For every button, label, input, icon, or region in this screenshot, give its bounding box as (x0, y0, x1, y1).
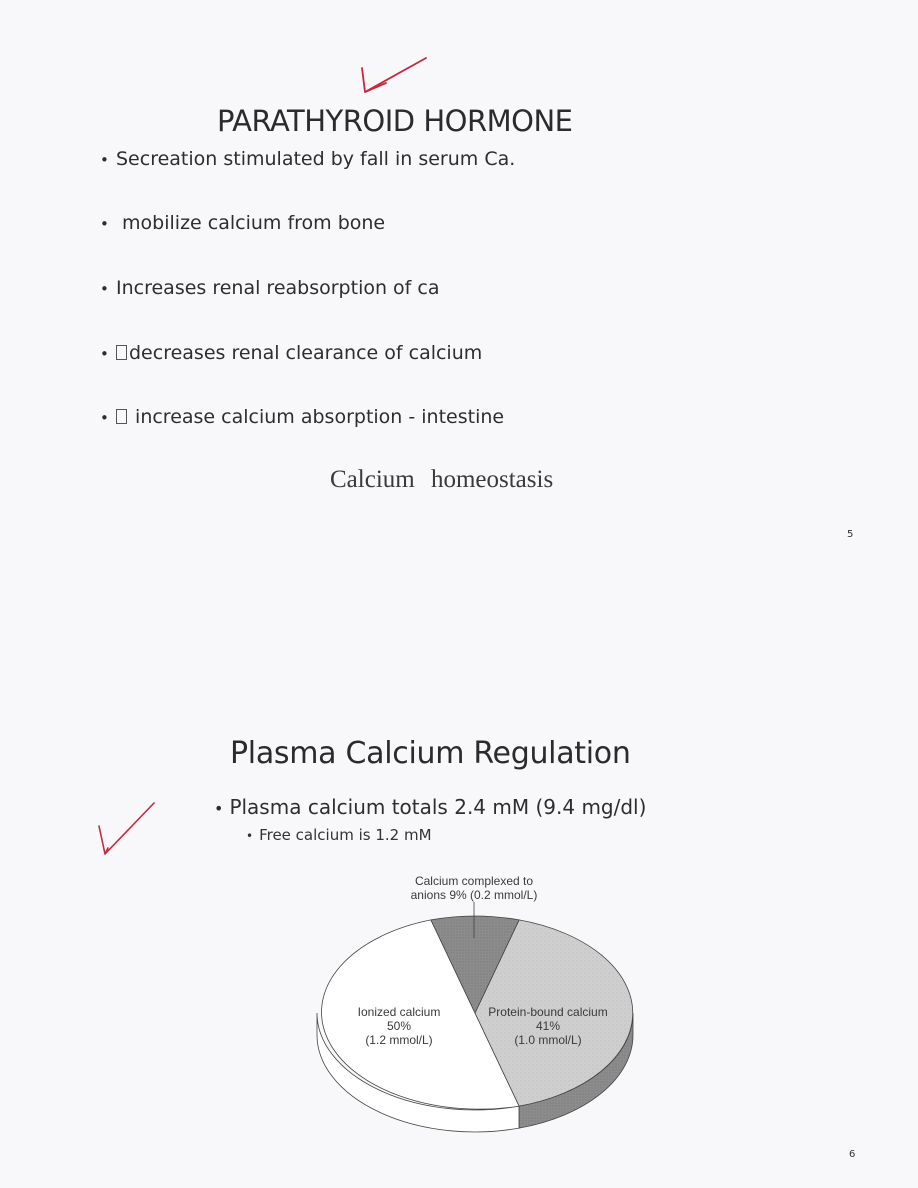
pie-label-protein-line2: 41% (535, 1019, 561, 1033)
pie-label-protein-line1: Protein-bound calcium (488, 1005, 608, 1019)
bullet-text: mobilize calcium from bone (116, 212, 386, 234)
bullet-item: • Secreation stimulated by fall in serum Ca. (100, 148, 516, 170)
pie-label-complexed-line2: anions 9% (0.2 mmol/L) (410, 888, 538, 902)
pie-label-ionized-line1: Ionized calcium (357, 1005, 441, 1019)
bullet-text: Increases renal reabsorption of ca (116, 277, 440, 299)
pie-label-complexed-line1: Calcium complexed to (414, 874, 534, 888)
bullet-text: Secreation stimulated by fall in serum Ca. (116, 148, 516, 170)
section-subtitle: Calcium homeostasis (330, 466, 554, 493)
slide-title-parathyroid: PARATHYROID HORMONE (217, 104, 573, 138)
bullet-text: decreases renal clearance of calcium (129, 342, 483, 364)
checkmark-icon (94, 800, 158, 858)
page-number: 5 (847, 529, 854, 540)
bullet-text: increase calcium absorption - intestine (129, 406, 505, 428)
bullet-item: • mobilize calcium from bone (100, 212, 386, 234)
sub-bullet-item: • Free calcium is 1.2 mM (246, 826, 432, 844)
pie-label-protein-line3: (1.0 mmol/L) (514, 1033, 582, 1047)
missing-glyph-icon (116, 409, 127, 424)
slide-title-plasma-calcium: Plasma Calcium Regulation (230, 736, 631, 771)
checkmark-icon (356, 54, 432, 100)
pie-label-ionized-line2: 50% (386, 1019, 412, 1033)
bullet-text: Plasma calcium totals 2.4 mM (9.4 mg/dl) (229, 795, 647, 819)
bullet-item: • decreases renal clearance of calcium (100, 342, 483, 364)
bullet-item: • Increases renal reabsorption of ca (100, 277, 440, 299)
pie-label-ionized-line3: (1.2 mmol/L) (365, 1033, 433, 1047)
bullet-item: • Plasma calcium totals 2.4 mM (9.4 mg/dl) (214, 795, 647, 819)
calcium-pie-chart (300, 868, 650, 1138)
sub-bullet-text: Free calcium is 1.2 mM (259, 826, 432, 844)
page-number: 6 (849, 1149, 856, 1160)
missing-glyph-icon (116, 345, 127, 360)
bullet-item: • increase calcium absorption - intestine (100, 406, 505, 428)
